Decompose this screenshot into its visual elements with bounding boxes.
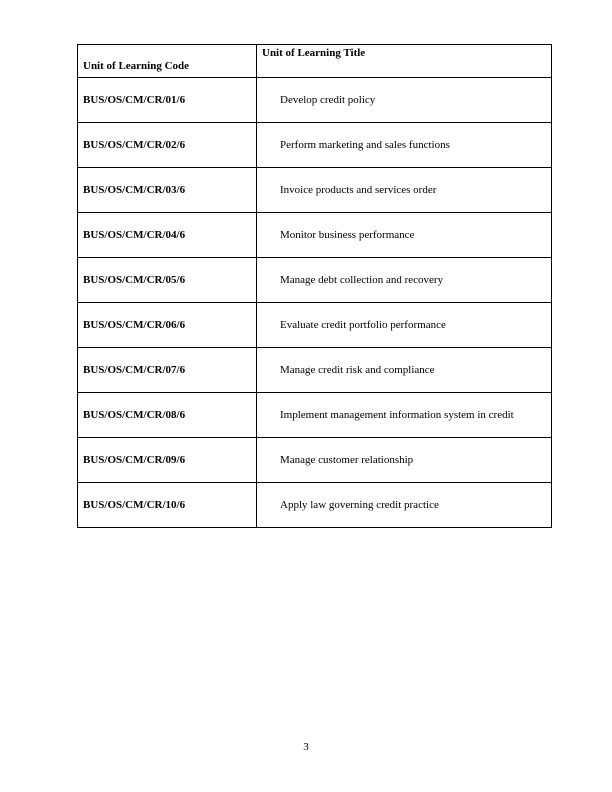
unit-title: Monitor business performance: [257, 213, 552, 258]
unit-code: BUS/OS/CM/CR/07/6: [78, 348, 257, 393]
unit-code: BUS/OS/CM/CR/08/6: [78, 393, 257, 438]
table-row: [78, 78, 552, 123]
table-row: [78, 303, 552, 348]
unit-title: Implement management information system in credit: [257, 393, 552, 438]
table-row: [78, 483, 552, 528]
unit-title: Apply law governing credit practice: [257, 483, 552, 528]
page-number: 3: [303, 741, 309, 753]
table-row: [78, 123, 552, 168]
unit-title: Develop credit policy: [257, 78, 552, 123]
unit-title: Perform marketing and sales functions: [257, 123, 552, 168]
unit-title: Invoice products and services order: [257, 168, 552, 213]
table-row: [78, 258, 552, 303]
unit-code: BUS/OS/CM/CR/04/6: [78, 213, 257, 258]
table-row: [78, 348, 552, 393]
table-row: [78, 393, 552, 438]
unit-code: BUS/OS/CM/CR/06/6: [78, 303, 257, 348]
table-row: [78, 213, 552, 258]
table-header-row: [78, 45, 552, 78]
unit-code: BUS/OS/CM/CR/02/6: [78, 123, 257, 168]
units-of-learning-table: [77, 44, 552, 528]
unit-title: Manage credit risk and compliance: [257, 348, 552, 393]
unit-code: BUS/OS/CM/CR/05/6: [78, 258, 257, 303]
unit-title: Manage debt collection and recovery: [257, 258, 552, 303]
unit-code: BUS/OS/CM/CR/09/6: [78, 438, 257, 483]
header-title: Unit of Learning Title: [257, 45, 552, 78]
unit-code: BUS/OS/CM/CR/01/6: [78, 78, 257, 123]
table-row: [78, 438, 552, 483]
unit-code: BUS/OS/CM/CR/03/6: [78, 168, 257, 213]
header-code: Unit of Learning Code: [78, 45, 257, 78]
table-row: [78, 168, 552, 213]
unit-title: Manage customer relationship: [257, 438, 552, 483]
unit-code: BUS/OS/CM/CR/10/6: [78, 483, 257, 528]
unit-title: Evaluate credit portfolio performance: [257, 303, 552, 348]
